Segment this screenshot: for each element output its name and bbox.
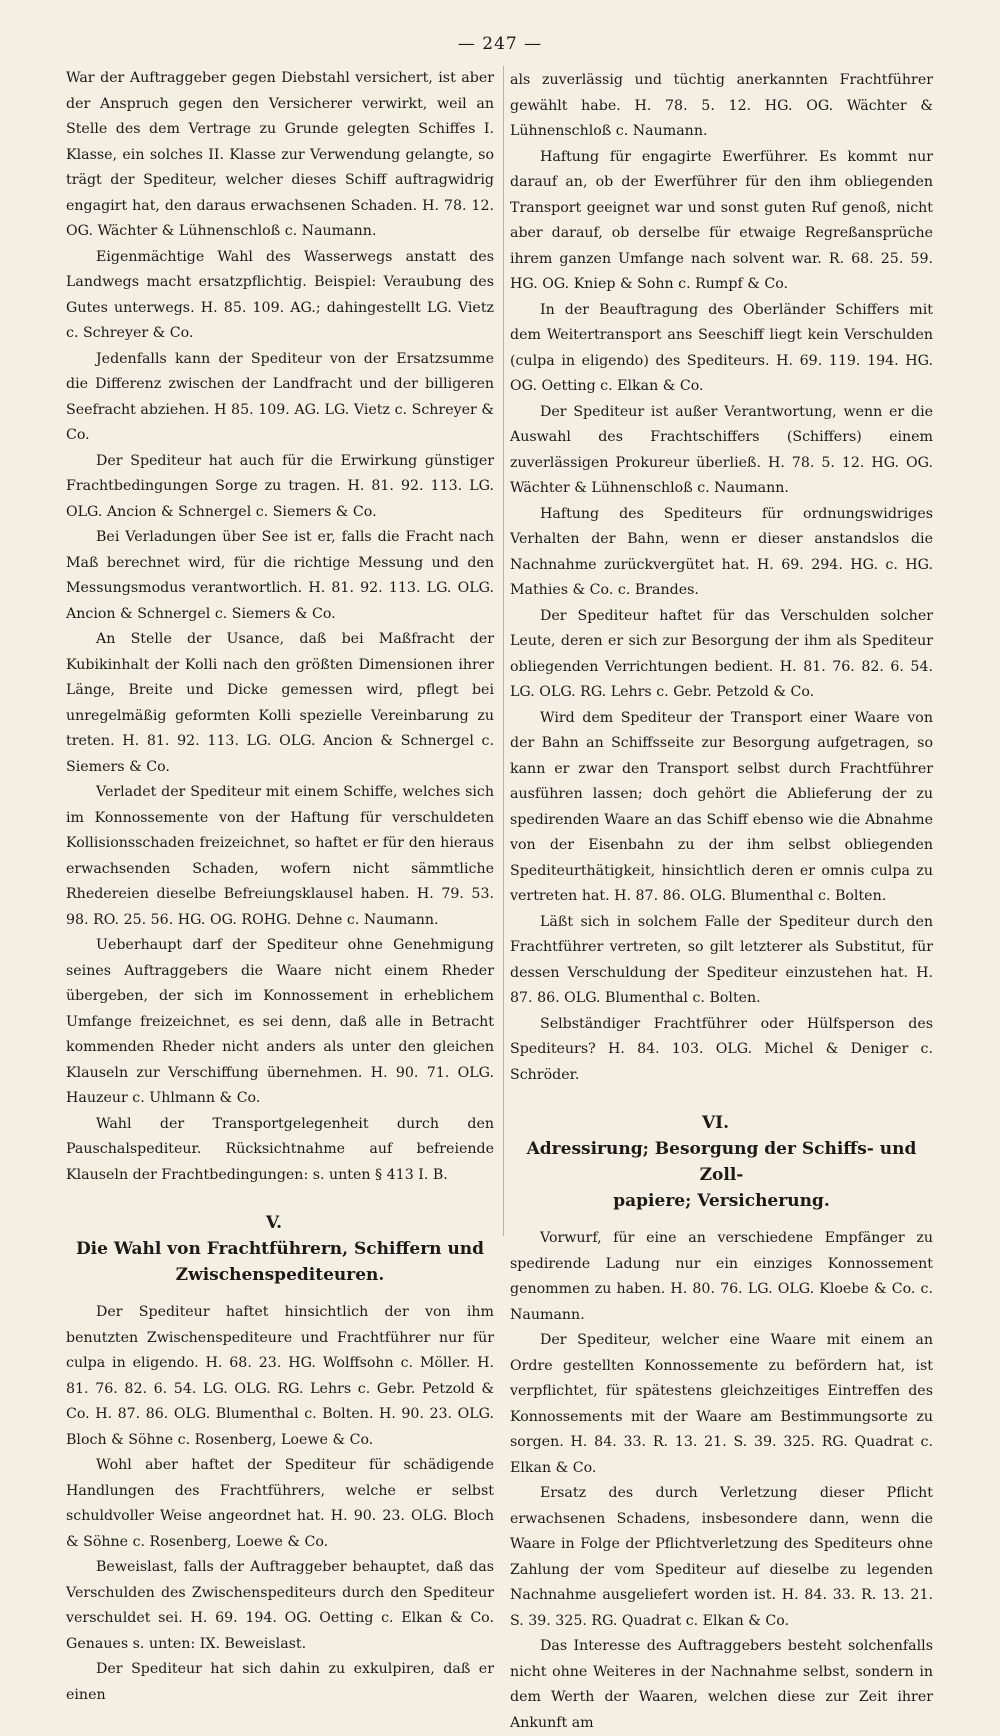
paragraph: Der Spediteur hat sich dahin zu exkulpiren, daß er einen [66, 1661, 494, 1703]
paragraph: Ueberhaupt darf der Spediteur ohne Genehmigung seines Auftraggebers die Waare nicht einem Rheder übergeben, der sich im Konnossement in erheblichem Umfange freizeichnet, es sei denn, daß alle in Betracht kommenden Rheder nicht anders als unter den gleichen Klauseln zur Verschiffung übernehmen. H. 90. 71. OLG. Hauzeur c. Uhlmann & Co. [66, 937, 494, 1106]
paragraph: Der Spediteur haftet für das Verschulden solcher Leute, deren er sich zur Besorgung der ihm als Spediteur obliegenden Verrichtungen bedient. H. 81. 76. 82. 6. 54. LG. OLG. RG. Lehrs c. Gebr. Petzold & Co. [510, 607, 933, 700]
paragraph: War der Auftraggeber gegen Diebstahl versichert, ist aber der Anspruch gegen den Versicherer verwirkt, weil an Stelle des dem Vertrage zu Grunde gelegten Schiffes I. Klasse, ein solches II. Klasse zur Verwendung gelangte, so trägt der Spediteur, welcher dieses Schiff auftragwidrig engagirt hat, den daraus erwachsenen Schaden. H. 78. 12. OG. Wächter & Lühnenschloß c. Naumann. [66, 70, 494, 239]
section-title-line-2: papiere; Versicherung. [613, 1191, 830, 1211]
section-number: V. [265, 1213, 283, 1233]
paragraph: Bei Verladungen über See ist er, falls die Fracht nach Maß berechnet wird, für die richtige Messung und den Messungsmodus verantwortlich. H. 81. 92. 113. LG. OLG. Ancion & Schnergel c. Siemers & Co. [66, 529, 494, 622]
right-paragraphs-after [510, 1226, 933, 1736]
section-heading-vi [510, 1110, 933, 1214]
section-title-line-2: Zwischenspediteuren. [175, 1265, 385, 1285]
section-number: VI. [701, 1113, 730, 1133]
paragraph: Jedenfalls kann der Spediteur von der Ersatzsumme die Differenz zwischen der Landfracht und der billigeren Seefracht abziehen. H 85. 109. AG. LG. Vietz c. Schreyer & Co. [66, 350, 494, 443]
paragraph: Wird dem Spediteur der Transport einer Waare von der Bahn an Schiffsseite zur Besorgung aufgetragen, so kann er zwar den Transport selbst durch Frachtführer ausführen lassen; doch gehört die Ablieferung der zu spedirenden Waare an das Schiff ebenso wie die Abnahme von der Eisenbahn zu der ihm selbst obliegenden Spediteurthätigkeit, hinsichtlich deren er omnis culpa zu vertreten hat. H. 87. 86. OLG. Blumenthal c. Bolten. [510, 709, 933, 904]
page-number: — 247 — [457, 34, 543, 54]
paragraph: Verladet der Spediteur mit einem Schiffe, welches sich im Konnossemente von der Haftung für verschuldeten Kollisionsschaden freizeichnet, so haftet er für den hieraus erwachsenden Schaden, wofern nicht sämmtliche Rhedereien dieselbe Befreiungsklausel haben. H. 79. 53. 98. RO. 25. 56. HG. OG. ROHG. Dehne c. Naumann. [66, 784, 494, 928]
paragraph: Vorwurf, für eine an verschiedene Empfänger zu spedirende Ladung nur ein einziges Konnossement genommen zu haben. H. 80. 76. LG. OLG. Kloebe & Co. c. Naumann. [510, 1230, 933, 1323]
right-column [510, 68, 933, 1736]
paragraph: Eigenmächtige Wahl des Wasserwegs anstatt des Landwegs macht ersatzpflichtig. Beispiel: Veraubung des Gutes unterwegs. H. 85. 109. AG.; dahingestellt LG. Vietz c. Schreyer & Co. [66, 248, 494, 341]
paragraph: Wahl der Transportgelegenheit durch den Pauschalspediteur. Rücksichtnahme auf befreiende Klauseln der Frachtbedingungen: s. unten § 413 I. B. [66, 1115, 494, 1183]
left-column [66, 66, 494, 1708]
paragraph: Selbständiger Frachtführer oder Hülfsperson des Spediteurs? H. 84. 103. OLG. Michel & Deniger c. Schröder. [510, 1015, 933, 1083]
paragraph: Haftung für engagirte Ewerführer. Es kommt nur darauf an, ob der Ewerführer für den ihm obliegenden Transport geeignet war und sonst guten Ruf genoß, nicht aber darauf, ob derselbe für etwaige Regreßansprüche ihrem ganzen Umfange nach solvent war. R. 68. 25. 59. HG. OG. Kniep & Sohn c. Rumpf & Co. [510, 148, 933, 292]
paragraph: Der Spediteur haftet hinsichtlich der von ihm benutzten Zwischenspediteure und Frachtführer nur für culpa in eligendo. H. 68. 23. HG. Wolffsohn c. Möller. H. 81. 76. 82. 6. 54. LG. OLG. RG. Lehrs c. Gebr. Petzold & Co. H. 87. 86. OLG. Blumenthal c. Bolten. H. 90. 23. OLG. Bloch & Söhne c. Rosenberg, Loewe & Co. [66, 1304, 494, 1448]
paragraph: Der Spediteur hat auch für die Erwirkung günstiger Frachtbedingungen Sorge zu tragen. H. 81. 92. 113. LG. OLG. Ancion & Schnergel c. Siemers & Co. [66, 452, 494, 520]
left-paragraphs-after [66, 1300, 494, 1708]
column-divider [503, 66, 504, 1236]
paragraph: In der Beauftragung des Oberländer Schiffers mit dem Weitertransport ans Seeschiff liegt kein Verschulden (culpa in eligendo) des Spediteurs. H. 69. 119. 194. HG. OG. Oetting c. Elkan & Co. [510, 301, 933, 394]
paragraph: als zuverlässig und tüchtig anerkannten Frachtführer gewählt habe. H. 78. 5. 12. HG. OG. Wächter & Lühnenschloß c. Naumann. [510, 72, 933, 139]
section-title-line-1: Die Wahl von Frachtführern, Schiffern und [75, 1239, 485, 1259]
paragraph: Ersatz des durch Verletzung dieser Pflicht erwachsenen Schadens, insbesondere dann, wenn die Waare in Folge der Pflichtverletzung des Spediteurs ohne Zahlung der vom Spediteur auf dieselbe zu legenden Nachnahme ausgeliefert worden ist. H. 84. 33. R. 13. 21. S. 39. 325. RG. Quadrat c. Elkan & Co. [510, 1485, 933, 1629]
paragraph: Der Spediteur ist außer Verantwortung, wenn er die Auswahl des Frachtschiffers (Schiffers) einem zuverlässigen Prokureur überließ. H. 78. 5. 12. HG. OG. Wächter & Lühnenschloß c. Naumann. [510, 403, 933, 496]
paragraph: Haftung des Spediteurs für ordnungswidriges Verhalten der Bahn, wenn er dieser anstandslos die Nachnahme zurückvergütet hat. H. 69. 294. HG. c. HG. Mathies & Co. c. Brandes. [510, 505, 933, 598]
right-paragraphs-before [510, 68, 933, 1088]
paragraph: Läßt sich in solchem Falle der Spediteur durch den Frachtführer vertreten, so gilt letzterer als Substitut, für dessen Verschuldung der Spediteur einzustehen hat. H. 87. 86. OLG. Blumenthal c. Bolten. [510, 913, 933, 1006]
left-paragraphs-before [66, 66, 494, 1188]
paragraph: Das Interesse des Auftraggebers besteht solchenfalls nicht ohne Weiteres in der Nachnahme selbst, sondern in dem Werth der Waaren, welchen diese zur Zeit ihrer Ankunft am [510, 1638, 933, 1731]
paragraph: An Stelle der Usance, daß bei Maßfracht der Kubikinhalt der Kolli nach den größten Dimensionen ihrer Länge, Breite und Dicke gemessen wird, pflegt bei unregelmäßig geformten Kolli spezielle Vereinbarung zu treten. H. 81. 92. 113. LG. OLG. Ancion & Schnergel c. Siemers & Co. [66, 631, 494, 775]
section-heading-v [66, 1210, 494, 1288]
paragraph: Wohl aber haftet der Spediteur für schädigende Handlungen des Frachtführers, welche er selbst schuldvoller Weise angeordnet hat. H. 90. 23. OLG. Bloch & Söhne c. Rosenberg, Loewe & Co. [66, 1457, 494, 1550]
section-title-line-1: Adressirung; Besorgung der Schiffs- und Zoll- [526, 1139, 917, 1185]
paragraph: Der Spediteur, welcher eine Waare mit einem an Ordre gestellten Konnossemente zu befördern hat, ist verpflichtet, für spätestens gleichzeitiges Eintreffen des Konnossements mit der Waare am Bestimmungsorte zu sorgen. H. 84. 33. R. 13. 21. S. 39. 325. RG. Quadrat c. Elkan & Co. [510, 1332, 933, 1476]
paragraph: Beweislast, falls der Auftraggeber behauptet, daß das Verschulden des Zwischenspediteurs durch den Spediteur verschuldet sei. H. 69. 194. OG. Oetting c. Elkan & Co. Genaues s. unten: IX. Beweislast. [66, 1559, 494, 1652]
